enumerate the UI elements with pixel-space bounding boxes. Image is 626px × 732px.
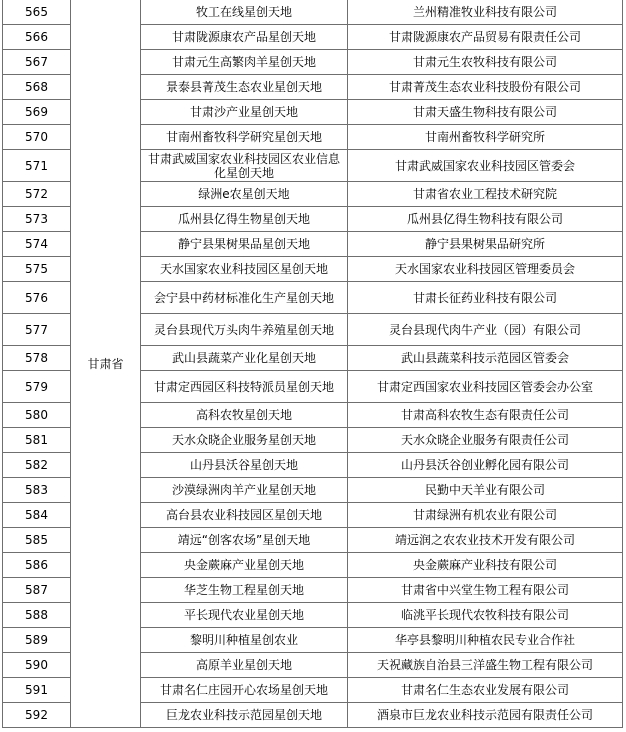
organization-cell: 武山县蔬菜科技示范园区管委会 bbox=[348, 346, 623, 371]
row-number: 576 bbox=[3, 282, 71, 314]
row-number: 578 bbox=[3, 346, 71, 371]
table-body bbox=[3, 0, 623, 728]
venue-name-cell: 黎明川种植星创农业 bbox=[141, 628, 348, 653]
organization-cell: 甘肃名仁生态农业发展有限公司 bbox=[348, 678, 623, 703]
organization-cell: 甘肃武威国家农业科技园区管委会 bbox=[348, 150, 623, 182]
venue-name-cell: 华芝生物工程星创天地 bbox=[141, 578, 348, 603]
row-number: 577 bbox=[3, 314, 71, 346]
row-number: 586 bbox=[3, 553, 71, 578]
organization-cell: 灵台县现代肉牛产业（园）有限公司 bbox=[348, 314, 623, 346]
venue-name-cell: 甘肃元生高繁肉羊星创天地 bbox=[141, 50, 348, 75]
venue-name-cell: 高台县农业科技园区星创天地 bbox=[141, 503, 348, 528]
venue-name-cell: 高科农牧星创天地 bbox=[141, 403, 348, 428]
venue-name-cell: 绿洲e农星创天地 bbox=[141, 182, 348, 207]
venue-name-cell: 甘肃名仁庄园开心农场星创天地 bbox=[141, 678, 348, 703]
venue-name-cell: 沙漠绿洲肉羊产业星创天地 bbox=[141, 478, 348, 503]
row-number: 565 bbox=[3, 0, 71, 25]
row-number: 579 bbox=[3, 371, 71, 403]
venue-name-cell: 瓜州县亿得生物星创天地 bbox=[141, 207, 348, 232]
organization-cell: 临洮平长现代农牧科技有限公司 bbox=[348, 603, 623, 628]
organization-cell: 甘肃定西国家农业科技园区管委会办公室 bbox=[348, 371, 623, 403]
organization-cell: 甘肃天盛生物科技有限公司 bbox=[348, 100, 623, 125]
organization-cell: 甘肃省中兴堂生物工程有限公司 bbox=[348, 578, 623, 603]
row-number: 587 bbox=[3, 578, 71, 603]
venue-name-cell: 甘肃陇源康农产品星创天地 bbox=[141, 25, 348, 50]
row-number: 592 bbox=[3, 703, 71, 728]
organization-cell: 甘南州畜牧科学研究所 bbox=[348, 125, 623, 150]
row-number: 575 bbox=[3, 257, 71, 282]
organization-cell: 甘肃长征药业科技有限公司 bbox=[348, 282, 623, 314]
row-number: 572 bbox=[3, 182, 71, 207]
row-number: 573 bbox=[3, 207, 71, 232]
row-number: 588 bbox=[3, 603, 71, 628]
province-cell: 甘肃省 bbox=[71, 0, 141, 728]
organization-cell: 华亭县黎明川种植农民专业合作社 bbox=[348, 628, 623, 653]
venue-name-cell: 甘南州畜牧科学研究星创天地 bbox=[141, 125, 348, 150]
venue-name-cell: 央金蕨麻产业星创天地 bbox=[141, 553, 348, 578]
row-number: 571 bbox=[3, 150, 71, 182]
row-number: 570 bbox=[3, 125, 71, 150]
organization-cell: 甘肃省农业工程技术研究院 bbox=[348, 182, 623, 207]
venue-name-cell: 山丹县沃谷星创天地 bbox=[141, 453, 348, 478]
row-number: 567 bbox=[3, 50, 71, 75]
row-number: 583 bbox=[3, 478, 71, 503]
row-number: 589 bbox=[3, 628, 71, 653]
row-number: 566 bbox=[3, 25, 71, 50]
venue-name-cell: 巨龙农业科技示范园星创天地 bbox=[141, 703, 348, 728]
organization-cell: 酒泉市巨龙农业科技示范园有限责任公司 bbox=[348, 703, 623, 728]
venue-name-cell: 天水众晓企业服务星创天地 bbox=[141, 428, 348, 453]
organization-cell: 靖远润之农农业技术开发有限公司 bbox=[348, 528, 623, 553]
organization-cell: 静宁县果树果品研究所 bbox=[348, 232, 623, 257]
venue-name-cell: 灵台县现代万头肉牛养殖星创天地 bbox=[141, 314, 348, 346]
venue-name-cell: 甘肃沙产业星创天地 bbox=[141, 100, 348, 125]
row-number: 585 bbox=[3, 528, 71, 553]
venue-name-cell: 天水国家农业科技园区星创天地 bbox=[141, 257, 348, 282]
row-number: 568 bbox=[3, 75, 71, 100]
organization-cell: 甘肃元生农牧科技有限公司 bbox=[348, 50, 623, 75]
organization-cell: 山丹县沃谷创业孵化园有限公司 bbox=[348, 453, 623, 478]
organization-cell: 天水国家农业科技园区管理委员会 bbox=[348, 257, 623, 282]
venue-name-cell: 会宁县中药材标准化生产星创天地 bbox=[141, 282, 348, 314]
row-number: 574 bbox=[3, 232, 71, 257]
venue-name-cell: 高原羊业星创天地 bbox=[141, 653, 348, 678]
row-number: 582 bbox=[3, 453, 71, 478]
row-number: 591 bbox=[3, 678, 71, 703]
venue-name-cell: 武山县蔬菜产业化星创天地 bbox=[141, 346, 348, 371]
venue-name-cell: 景泰县菁茂生态农业星创天地 bbox=[141, 75, 348, 100]
organization-cell: 央金蕨麻产业科技有限公司 bbox=[348, 553, 623, 578]
organization-cell: 甘肃菁茂生态农业科技股份有限公司 bbox=[348, 75, 623, 100]
table-row bbox=[3, 0, 623, 25]
row-number: 581 bbox=[3, 428, 71, 453]
organization-cell: 瓜州县亿得生物科技有限公司 bbox=[348, 207, 623, 232]
venue-name-cell: 平长现代农业星创天地 bbox=[141, 603, 348, 628]
organization-cell: 民勤中天羊业有限公司 bbox=[348, 478, 623, 503]
organization-cell: 甘肃高科农牧生态有限责任公司 bbox=[348, 403, 623, 428]
venue-name-cell: 靖远“创客农场”星创天地 bbox=[141, 528, 348, 553]
organization-cell: 天水众晓企业服务有限责任公司 bbox=[348, 428, 623, 453]
row-number: 590 bbox=[3, 653, 71, 678]
star-venue-table bbox=[2, 0, 623, 728]
row-number: 569 bbox=[3, 100, 71, 125]
organization-cell: 甘肃陇源康农产品贸易有限责任公司 bbox=[348, 25, 623, 50]
organization-cell: 甘肃绿洲有机农业有限公司 bbox=[348, 503, 623, 528]
venue-name-cell: 牧工在线星创天地 bbox=[141, 0, 348, 25]
venue-name-cell: 静宁县果树果品星创天地 bbox=[141, 232, 348, 257]
venue-name-cell: 甘肃武威国家农业科技园区农业信息化星创天地 bbox=[141, 150, 348, 182]
venue-name-cell: 甘肃定西园区科技特派员星创天地 bbox=[141, 371, 348, 403]
organization-cell: 兰州精准牧业科技有限公司 bbox=[348, 0, 623, 25]
row-number: 580 bbox=[3, 403, 71, 428]
organization-cell: 天祝藏族自治县三洋盛生物工程有限公司 bbox=[348, 653, 623, 678]
row-number: 584 bbox=[3, 503, 71, 528]
